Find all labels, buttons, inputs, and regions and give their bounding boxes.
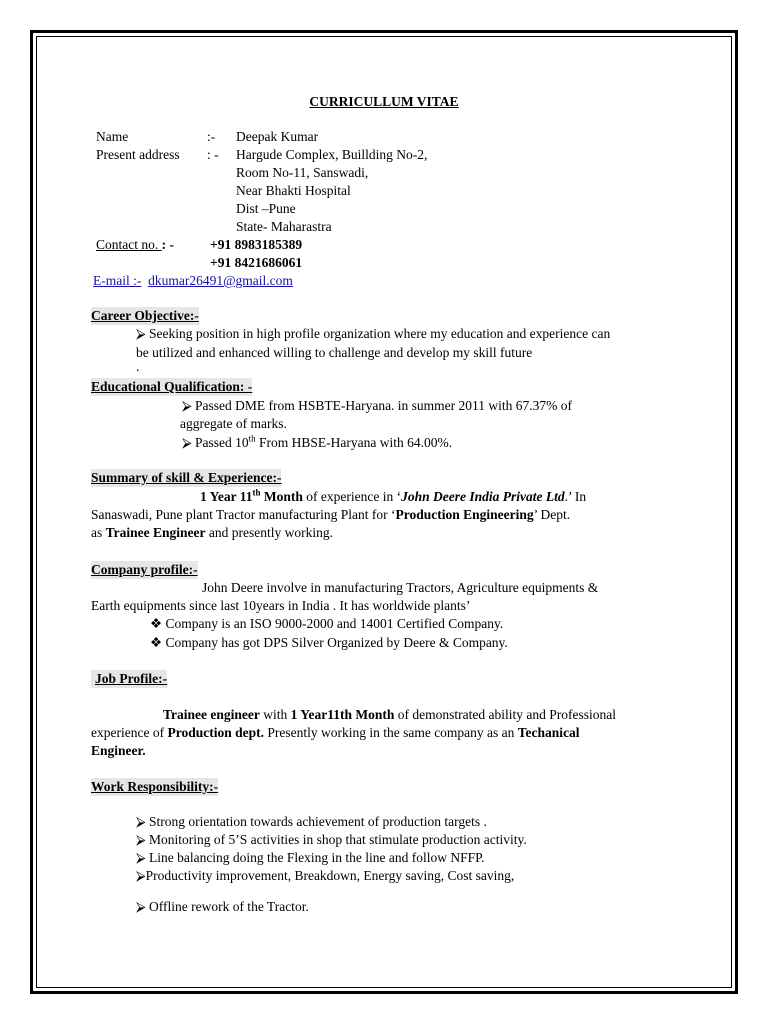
diamond-bullet-icon: ❖	[150, 635, 163, 650]
address-line: Room No-11, Sanswadi,	[236, 165, 369, 180]
address-line: Near Bhakti Hospital	[236, 183, 351, 198]
diamond-bullet-icon: ❖	[150, 616, 163, 631]
company-profile-line: Earth equipments since last 10years in India . It has worldwide plants’	[91, 598, 471, 613]
education-heading: Educational Qualification: -	[91, 379, 253, 394]
job-profile-line: Engineer.	[91, 743, 146, 758]
name-label: Name	[96, 129, 129, 144]
work-responsibility-item: ⮚ Monitoring of 5’S activities in shop that stimulate production activity.	[136, 832, 527, 847]
arrow-bullet-icon: ⮚	[136, 899, 146, 914]
address-separator: : -	[207, 147, 219, 162]
job-profile-heading: Job Profile:-	[91, 670, 167, 688]
summary-line: Sanaswadi, Pune plant Tractor manufacturing Plant for ‘Production Engineering’ Dept.	[91, 507, 571, 522]
address-line: Hargude Complex, Buillding No-2,	[236, 147, 428, 162]
education-item: ⮚ Passed DME from HSBTE-Haryana. in summer 2011 with 67.37% of	[182, 398, 573, 413]
career-objective-line: .	[136, 359, 140, 374]
email-row	[93, 272, 293, 290]
career-objective-heading: Career Objective:-	[91, 308, 199, 323]
education-item: ⮚ Passed 10th From HBSE-Haryana with 64.00%.	[182, 433, 453, 450]
career-objective-line: be utilized and enhanced willing to challenge and develop my skill future	[136, 345, 533, 360]
company-profile-bullet: ❖ Company has got DPS Silver Organized by Deere & Company.	[150, 635, 508, 650]
summary-heading: Summary of skill & Experience:-	[91, 470, 282, 485]
email-link[interactable]: dkumar26491@gmail.com	[148, 273, 293, 288]
company-profile-heading: Company profile:-	[91, 562, 198, 577]
name-value: Deepak Kumar	[236, 129, 319, 144]
contact-row	[96, 236, 174, 254]
arrow-bullet-icon: ⮚	[182, 398, 192, 413]
summary-line: 1 Year 11th Month of experience in ‘John Deere India Private Ltd.’ In	[200, 487, 587, 504]
career-objective-line: ⮚ Seeking position in high profile organization where my education and experience can	[136, 326, 611, 341]
document-title: CURRICULLUM VITAE	[309, 94, 459, 109]
work-responsibility-item: ⮚ Line balancing doing the Flexing in the line and follow NFFP.	[136, 850, 485, 865]
address-label: Present address	[96, 147, 180, 162]
company-profile-line: John Deere involve in manufacturing Tractors, Agriculture equipments &	[202, 580, 599, 595]
job-profile-line: experience of Production dept. Presently working in the same company as an Techanical	[91, 725, 580, 740]
work-responsibility-item: ⮚ Strong orientation towards achievement of production targets .	[136, 814, 487, 829]
arrow-bullet-icon: ⮚	[136, 868, 146, 883]
address-line: Dist –Pune	[236, 201, 296, 216]
address-line: State- Maharastra	[236, 219, 332, 234]
arrow-bullet-icon: ⮚	[182, 435, 192, 450]
phone-number-1: +91 8983185389	[210, 237, 303, 252]
email-label: E-mail :-	[93, 273, 142, 288]
education-item-continuation: aggregate of marks.	[180, 416, 287, 431]
arrow-bullet-icon: ⮚	[136, 326, 146, 341]
arrow-bullet-icon: ⮚	[136, 814, 146, 829]
work-responsibility-item: ⮚ Offline rework of the Tractor.	[136, 899, 309, 914]
arrow-bullet-icon: ⮚	[136, 850, 146, 865]
contact-label: Contact no.	[96, 237, 162, 252]
contact-separator: : -	[161, 237, 174, 252]
work-responsibility-item: ⮚Productivity improvement, Breakdown, Energy saving, Cost saving,	[136, 868, 515, 883]
summary-line: as Trainee Engineer and presently working.	[91, 525, 333, 540]
work-responsibility-heading: Work Responsibility:-	[91, 779, 219, 794]
job-profile-line: Trainee engineer with 1 Year11th Month of demonstrated ability and Professional	[163, 707, 616, 722]
arrow-bullet-icon: ⮚	[136, 832, 146, 847]
phone-number-2: +91 8421686061	[210, 255, 303, 270]
company-profile-bullet: ❖ Company is an ISO 9000-2000 and 14001 Certified Company.	[150, 616, 504, 631]
name-separator: :-	[207, 129, 216, 144]
